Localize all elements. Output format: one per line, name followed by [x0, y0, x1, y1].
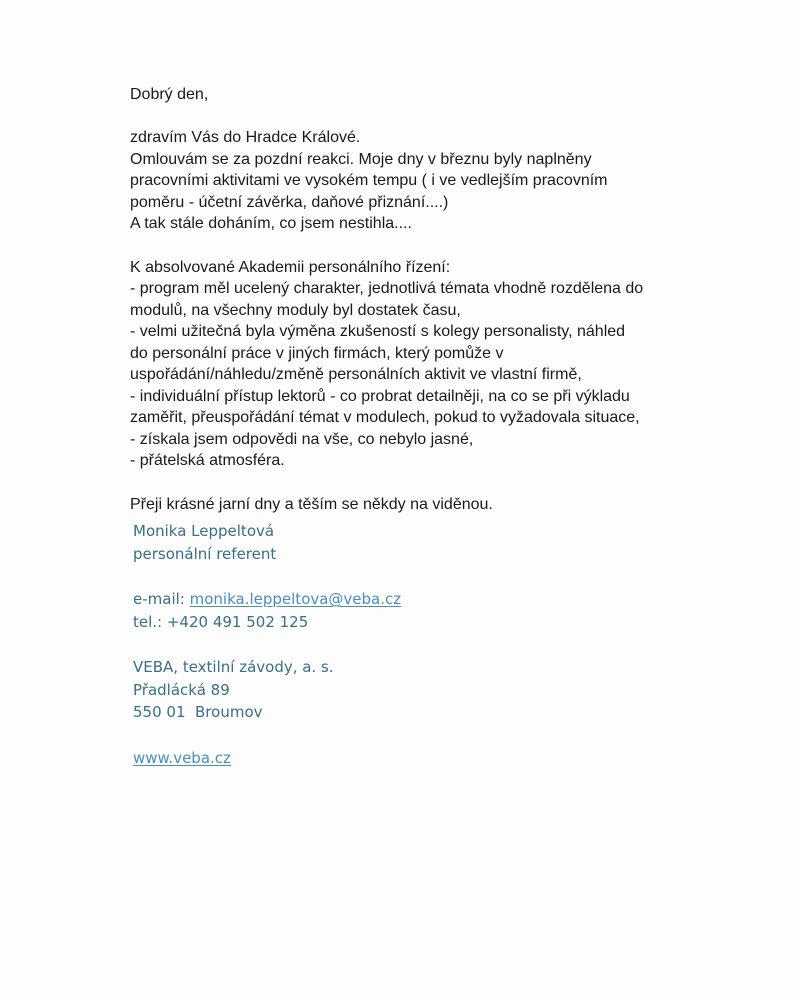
signature-street: Přadlácká 89 — [133, 680, 230, 699]
signature-position: personální referent — [133, 544, 277, 563]
signature-name: Monika Leppeltová — [133, 522, 275, 540]
feedback-line: - program měl ucelený charakter, jednotlivá témata vhodně rozdělena do — [130, 280, 644, 297]
letter-body — [130, 84, 770, 515]
email-link[interactable]: monika.leppeltova@veba.cz — [189, 590, 402, 608]
signature-city: 550 01 Broumov — [133, 703, 263, 721]
feedback-line: - velmi užitečná byla výměna zkušeností s kolegy personalisty, náhled — [130, 323, 626, 340]
intro-line: zdravím Vás do Hradce Králové. — [130, 129, 361, 146]
intro-line: A tak stále doháním, co jsem nestihla.... — [130, 215, 412, 232]
intro-line: Omlouvám se za pozdní reakci. Moje dny v březnu byly naplněny — [130, 150, 592, 168]
signature-phone: tel.: +420 491 502 125 — [133, 612, 309, 631]
website-link[interactable]: www.veba.cz — [133, 748, 231, 767]
closing-line: Přeji krásné jarní dny a těším se někdy na viděnou. — [130, 495, 493, 513]
feedback-line: uspořádání/náhledu/změně personálních aktivit ve vlastní firmě, — [130, 366, 582, 383]
feedback-line: - přátelská atmosféra. — [130, 452, 285, 469]
feedback-line: K absolvované Akademii personálního řízení: — [130, 258, 451, 276]
feedback-line: do personální práce v jiných firmách, který pomůže v — [130, 344, 504, 362]
signature-block — [133, 520, 733, 769]
intro-line: pracovními aktivitami ve vysokém tempu ( i ve vedlejším pracovním — [130, 172, 608, 189]
intro-line: poměru - účetní závěrka, daňové přiznání....) — [130, 193, 449, 211]
feedback-line: - individuální přístup lektorů - co probrat detailněji, na co se při výkladu — [130, 387, 630, 405]
email-label: e-mail: — [133, 590, 185, 608]
greeting: Dobrý den, — [130, 86, 209, 103]
signature-website-row — [133, 747, 733, 770]
feedback-line: zaměřit, přeuspořádání témat v modulech, pokud to vyžadovala situace, — [130, 409, 640, 426]
feedback-line: modulů, na všechny moduly byl dostatek času, — [130, 301, 461, 319]
feedback-line: - získala jsem odpovědi na vše, co nebylo jasné, — [130, 430, 474, 448]
signature-company: VEBA, textilní závody, a. s. — [133, 658, 334, 676]
signature-email-row — [133, 588, 733, 611]
